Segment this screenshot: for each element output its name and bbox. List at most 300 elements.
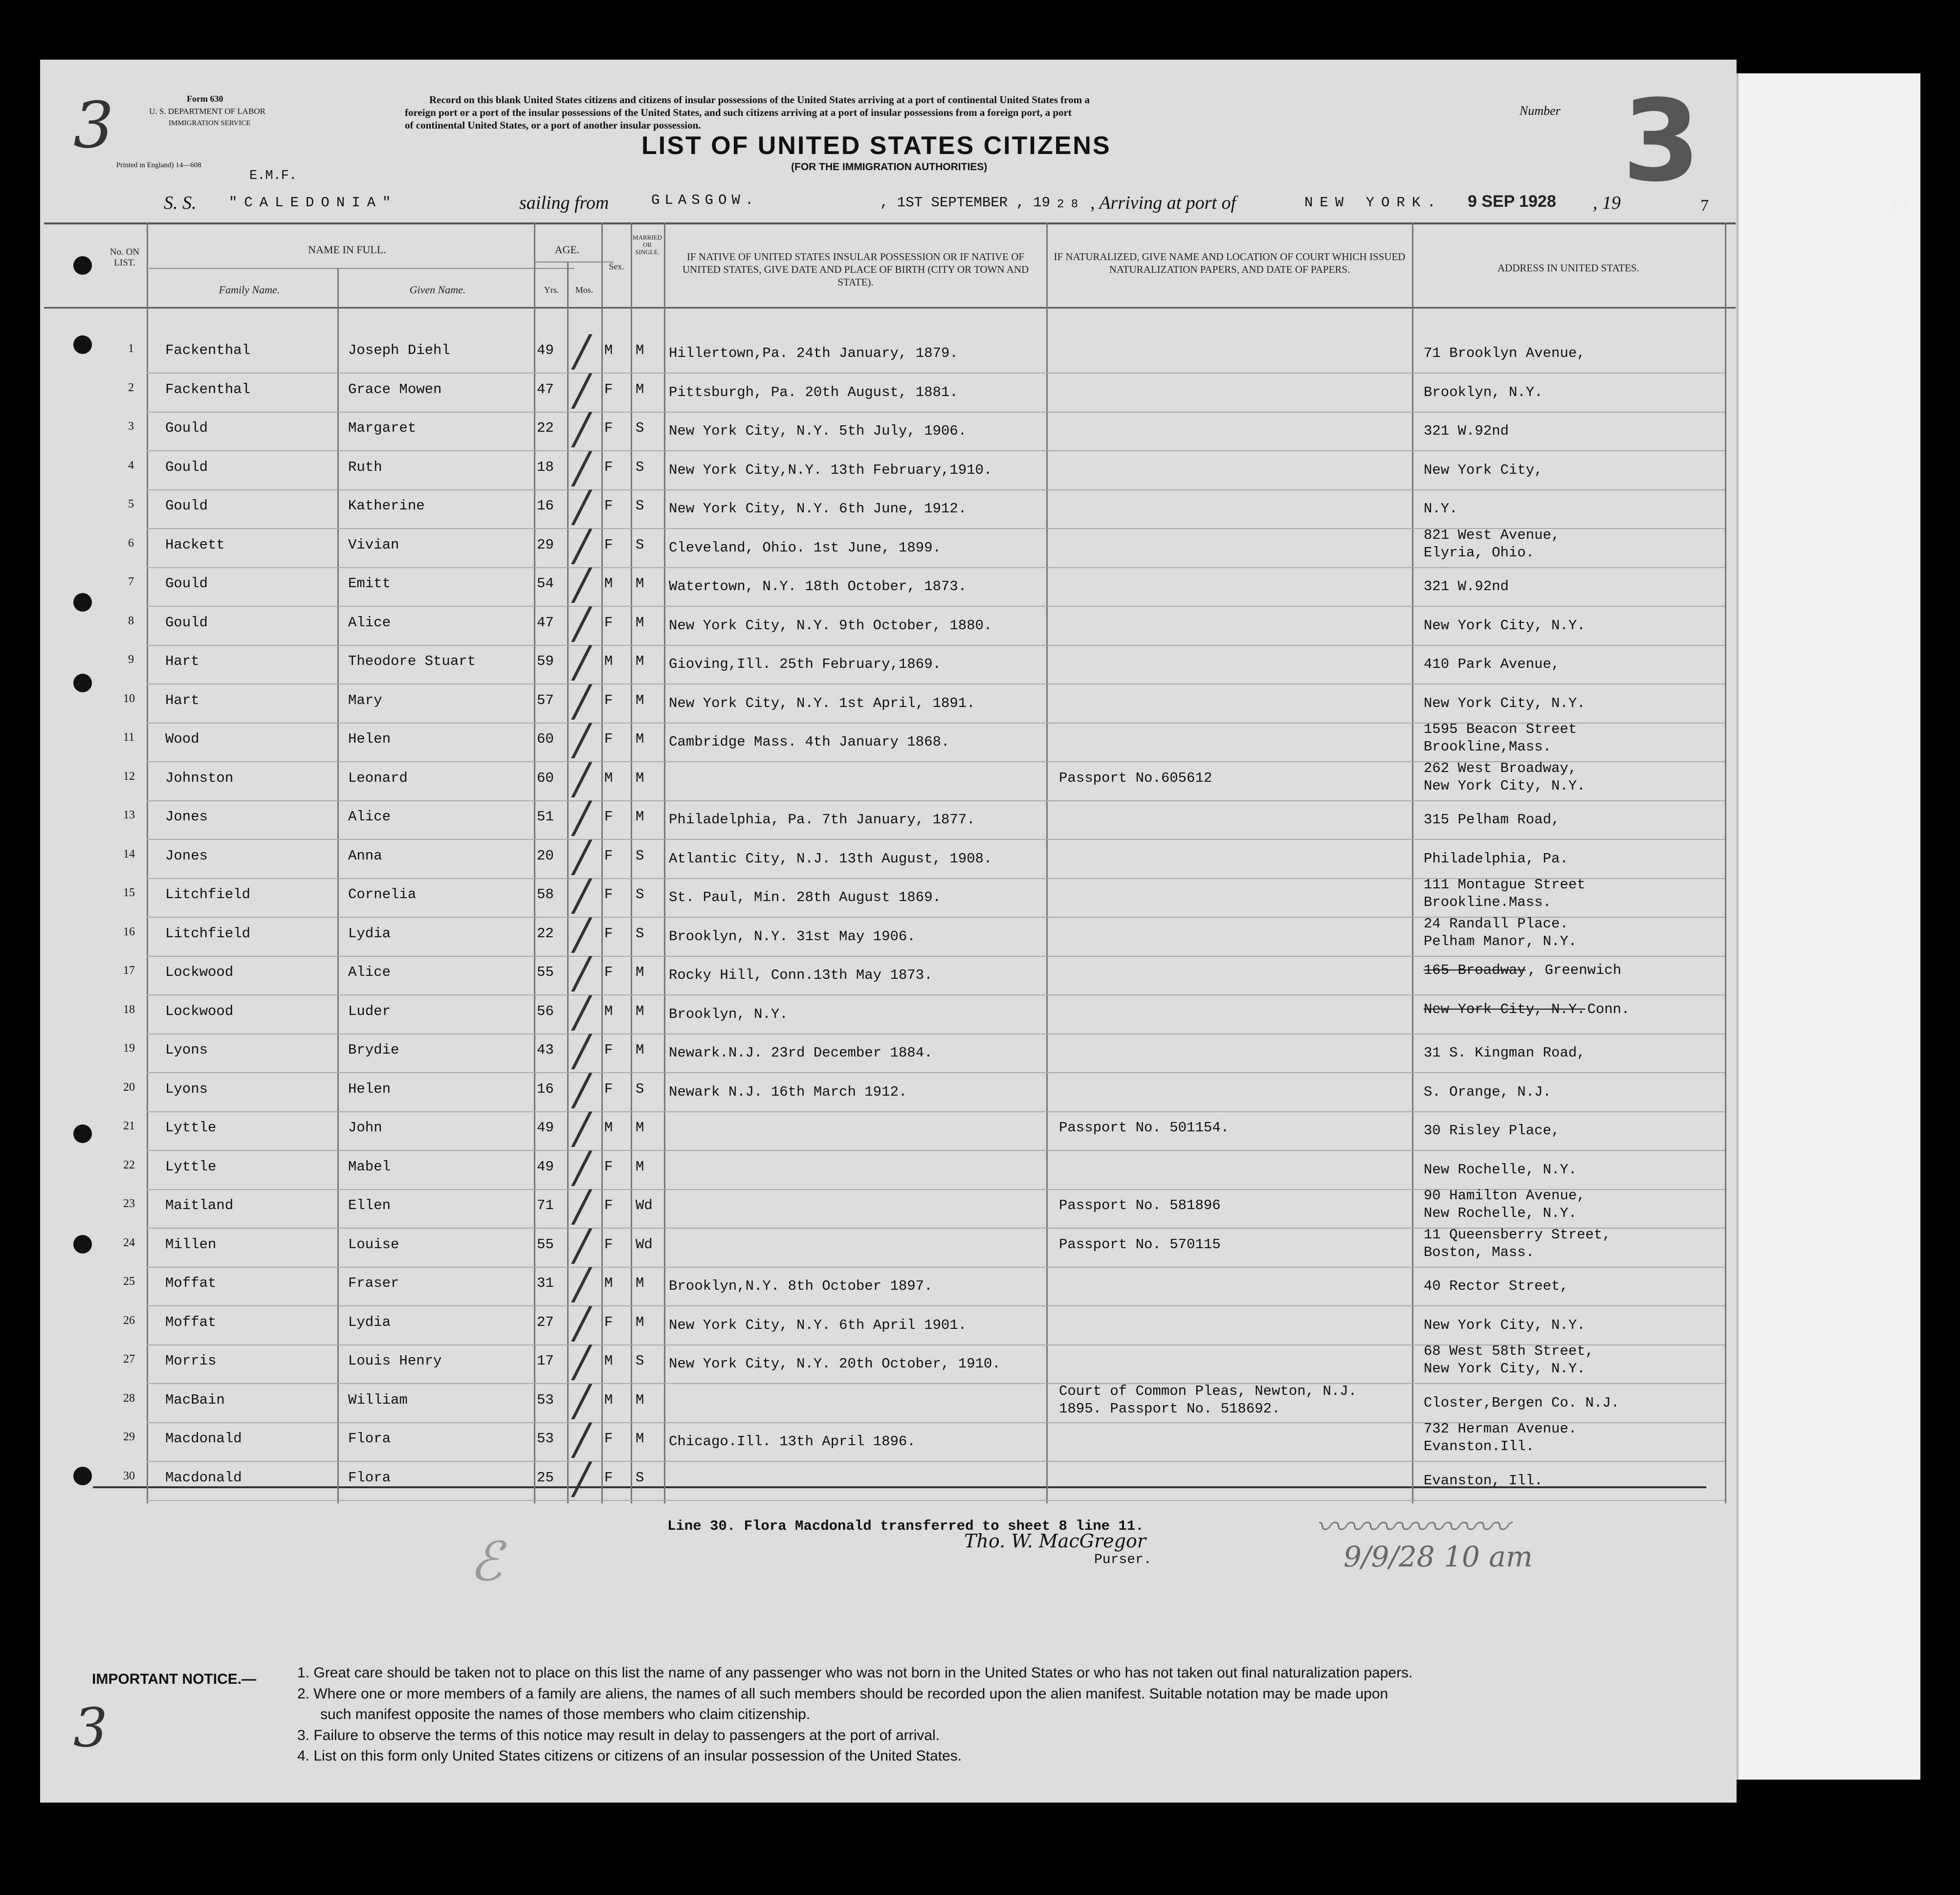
birth-place-date: Gioving,Ill. 25th February,1869.: [669, 656, 941, 672]
sex: F: [604, 809, 613, 825]
age: 43: [537, 1042, 554, 1058]
marital-status: S: [636, 1081, 644, 1097]
row-rule: [147, 1383, 1725, 1384]
sex: F: [604, 1470, 613, 1486]
number-label: Number: [1520, 104, 1561, 118]
family-name: Lyttle: [165, 1159, 217, 1175]
given-name: Alice: [348, 964, 391, 980]
row-number: 4: [128, 459, 134, 472]
faint-initials-icon: ℰ: [469, 1530, 502, 1593]
marital-status: M: [636, 1003, 644, 1019]
age: 27: [537, 1314, 554, 1330]
family-name: Lyons: [165, 1042, 208, 1058]
header-no: No. ON LIST.: [110, 247, 140, 268]
family-name: Fackenthal: [165, 381, 251, 397]
family-name: Lyons: [165, 1081, 208, 1097]
age: 47: [537, 615, 554, 631]
check-mark-icon: /: [574, 870, 589, 920]
row-number: 13: [123, 809, 135, 821]
naturalization: Passport No.605612: [1059, 770, 1212, 786]
age: 17: [537, 1353, 554, 1369]
age: 47: [537, 381, 554, 397]
family-name: Macdonald: [165, 1470, 242, 1486]
marital-status: M: [636, 1275, 644, 1291]
marital-status: S: [636, 1353, 644, 1369]
row-rule: [147, 373, 1725, 374]
row-number: 27: [123, 1353, 135, 1366]
marital-status: M: [636, 731, 644, 747]
check-mark-icon: /: [574, 948, 589, 998]
naturalization: Passport No. 581896: [1059, 1197, 1221, 1213]
sex: F: [604, 925, 613, 942]
age: 16: [537, 498, 554, 514]
row-rule: [147, 1461, 1725, 1462]
age: 59: [537, 653, 554, 669]
address: 90 Hamilton Avenue,: [1424, 1188, 1586, 1204]
address: Conn.: [1587, 1001, 1630, 1017]
row-number: 24: [123, 1236, 135, 1249]
address: New York City, N.Y.: [1424, 695, 1586, 711]
birth-place-date: Chicago.Ill. 13th April 1896.: [669, 1433, 916, 1450]
family-name: Maitland: [165, 1197, 234, 1213]
given-name: Ruth: [348, 459, 382, 475]
sex: F: [604, 731, 613, 747]
family-name: Litchfield: [165, 886, 251, 903]
row-rule: [147, 956, 1725, 957]
form-department: U. S. DEPARTMENT OF LABOR: [149, 107, 265, 116]
given-name: Katherine: [348, 498, 425, 514]
row-rule: [147, 1034, 1725, 1035]
age: 71: [537, 1197, 554, 1213]
family-name: Jones: [165, 848, 208, 864]
naturalization: Court of Common Pleas, Newton, N.J.: [1059, 1383, 1357, 1399]
inspector-scrawl-icon: 〰〰〰〰〰〰: [1315, 1508, 1509, 1546]
row-number: 9: [128, 653, 134, 666]
birth-place-date: Brooklyn, N.Y.: [669, 1006, 788, 1022]
birth-place-date: New York City, N.Y. 20th October, 1910.: [669, 1356, 1001, 1372]
birth-place-date: New York City, N.Y. 5th July, 1906.: [669, 423, 967, 439]
birth-place-date: New York City,N.Y. 13th February,1910.: [669, 462, 992, 478]
row-number: 29: [123, 1431, 135, 1443]
sex: F: [604, 615, 613, 631]
address: New York City, N.Y.: [1424, 617, 1586, 634]
check-mark-icon: /: [574, 831, 589, 881]
birth-place-date: Cambridge Mass. 4th January 1868.: [669, 734, 950, 750]
age: 60: [537, 731, 554, 747]
check-mark-icon: /: [574, 1298, 589, 1348]
address: New York City, N.Y.: [1424, 1317, 1586, 1333]
address-line2: New York City, N.Y.: [1424, 1361, 1586, 1377]
naturalization: Passport No. 570115: [1059, 1236, 1221, 1253]
header-age: AGE.: [554, 243, 580, 256]
arrival-stamp: 9 SEP 1928: [1468, 192, 1556, 211]
address-struck: New York City, N.Y.: [1424, 1001, 1586, 1017]
address: S. Orange, N.J.: [1424, 1084, 1552, 1100]
address-line2: Evanston.Ill.: [1424, 1438, 1535, 1454]
page-title: LIST OF UNITED STATES CITIZENS: [641, 132, 1111, 160]
notice-line: 2. Where one or more members of a family are aliens, the names of all such members should be recorded upon the alien manifest. Suitable notation may be made upon: [297, 1686, 1388, 1702]
address: Brooklyn, N.Y.: [1424, 384, 1543, 400]
given-name: Emitt: [348, 575, 391, 592]
sex: F: [604, 459, 613, 475]
row-rule: [147, 800, 1725, 801]
marital-status: Wd: [636, 1197, 653, 1213]
row-number: 26: [123, 1314, 135, 1327]
sex: M: [604, 1120, 613, 1136]
sex: F: [604, 381, 613, 397]
row-number: 30: [123, 1470, 135, 1482]
marital-status: M: [636, 1120, 644, 1136]
departure-date: , 1ST SEPTEMBER , 19: [880, 195, 1051, 211]
marital-status: M: [636, 964, 644, 980]
row-rule: [147, 1305, 1725, 1306]
check-mark-icon: /: [574, 987, 589, 1037]
sex: F: [604, 886, 613, 903]
marital-status: Wd: [636, 1236, 653, 1253]
sex: F: [604, 498, 613, 514]
year-suffix: , 19: [1593, 193, 1621, 213]
given-name: Margaret: [348, 420, 417, 436]
birth-place-date: Hillertown,Pa. 24th January, 1879.: [669, 345, 958, 361]
form-service: IMMIGRATION SERVICE: [169, 119, 251, 127]
row-number: 12: [123, 770, 135, 783]
sex: F: [604, 1197, 613, 1213]
given-name: Helen: [348, 731, 391, 747]
row-number: 5: [128, 498, 134, 510]
purser-signature: Tho. W. MacGregor: [964, 1530, 1146, 1552]
sex: M: [604, 1275, 613, 1291]
check-mark-icon: /: [574, 598, 589, 648]
age: 49: [537, 1120, 554, 1136]
address: New Rochelle, N.Y.: [1424, 1162, 1577, 1178]
marital-status: S: [636, 537, 644, 553]
row-number: 11: [123, 731, 135, 744]
given-name: Flora: [348, 1470, 391, 1486]
header-birth: IF NATIVE OF UNITED STATES INSULAR POSSESSION OR IF NATIVE OF UNITED STATES, GIVE DATE AND PLACE OF BIRTH (CITY OR TOWN AND STATE).: [682, 251, 1029, 288]
given-name: Flora: [348, 1431, 391, 1447]
marital-status: M: [636, 692, 644, 708]
record-note-line: Record on this blank United States citizens and citizens of insular possessions of the United States arriving at a port of continental United States from a: [429, 94, 1090, 106]
departure-year: 2 8: [1057, 198, 1079, 211]
given-name: Alice: [348, 809, 391, 825]
header-given-name: Given Name.: [409, 284, 466, 296]
marital-status: S: [636, 848, 644, 864]
row-rule: [147, 1111, 1725, 1112]
row-rule: [147, 450, 1725, 451]
marital-status: M: [636, 575, 644, 592]
sex: F: [604, 1236, 613, 1253]
sex: F: [604, 1042, 613, 1058]
check-mark-icon: /: [574, 481, 589, 531]
check-mark-icon: /: [574, 520, 589, 571]
age: 22: [537, 420, 554, 436]
sex: F: [604, 1431, 613, 1447]
family-name: Fackenthal: [165, 342, 251, 358]
address: 321 W.92nd: [1424, 423, 1509, 439]
ship-name: "CALEDONIA": [229, 195, 398, 211]
check-mark-icon: /: [574, 792, 589, 842]
age: 25: [537, 1470, 554, 1486]
check-mark-icon: /: [574, 1453, 589, 1503]
address-line2: Elyria, Ohio.: [1424, 545, 1535, 561]
birth-place-date: St. Paul, Min. 28th August 1869.: [669, 889, 941, 905]
marital-status: S: [636, 459, 644, 475]
birth-place-date: Newark.N.J. 23rd December 1884.: [669, 1045, 933, 1061]
family-name: Morris: [165, 1353, 217, 1369]
age: 29: [537, 537, 554, 553]
address: 821 West Avenue,: [1424, 527, 1560, 543]
sex: F: [604, 848, 613, 864]
sex: M: [604, 575, 613, 592]
family-name: Jones: [165, 809, 208, 825]
address-line2: New York City, N.Y.: [1424, 778, 1586, 794]
header-family-name: Family Name.: [219, 284, 280, 296]
address-line2: Brookline,Mass.: [1424, 739, 1552, 755]
notice-heading: IMPORTANT NOTICE.—: [92, 1671, 257, 1687]
arriving-label: , Arriving at port of: [1090, 193, 1236, 213]
marital-status: S: [636, 925, 644, 942]
given-name: Ellen: [348, 1197, 391, 1213]
given-name: Alice: [348, 615, 391, 631]
age: 51: [537, 809, 554, 825]
given-name: Joseph Diehl: [348, 342, 450, 358]
sailing-label: sailing from: [519, 193, 609, 213]
row-rule: [147, 489, 1725, 490]
check-mark-icon: /: [574, 909, 589, 959]
sex: M: [604, 770, 613, 786]
birth-place-date: Cleveland, Ohio. 1st June, 1899.: [669, 540, 941, 556]
age: 55: [537, 964, 554, 980]
address: 321 W.92nd: [1424, 578, 1509, 595]
birth-place-date: Pittsburgh, Pa. 20th August, 1881.: [669, 384, 958, 400]
check-mark-icon: /: [574, 1220, 589, 1270]
address: Closter,Bergen Co. N.J.: [1424, 1395, 1620, 1411]
check-mark-icon: /: [574, 326, 589, 376]
given-name: Louis Henry: [348, 1353, 442, 1369]
address: 30 Risley Place,: [1424, 1123, 1560, 1139]
record-note-line: foreign port or a port of the insular possessions of the United States, and such citizens arriving at a port of insular possessions from a foreign port, a port: [405, 107, 1072, 118]
address: Evanston, Ill.: [1424, 1473, 1543, 1489]
birth-place-date: Newark N.J. 16th March 1912.: [669, 1084, 907, 1100]
check-mark-icon: /: [574, 1142, 589, 1192]
family-name: Gould: [165, 615, 208, 631]
row-number: 6: [128, 537, 134, 550]
birth-place-date: New York City, N.Y. 6th June, 1912.: [669, 501, 967, 517]
age: 58: [537, 886, 554, 903]
purser-label: Purser.: [1094, 1552, 1152, 1567]
from-port: GLASGOW.: [651, 192, 759, 208]
family-name: Gould: [165, 459, 208, 475]
corner-mark-top: 3: [73, 88, 114, 162]
family-name: Gould: [165, 420, 208, 436]
ss-label: S. S.: [164, 193, 197, 213]
page-mark: 13: [1890, 194, 1908, 214]
sex: M: [604, 1003, 613, 1019]
address: 40 Rector Street,: [1424, 1278, 1568, 1294]
row-number: 16: [123, 925, 135, 938]
form-number: Form 630: [187, 94, 223, 104]
record-note-line: of continental United States, or a port of another insular possession.: [405, 119, 701, 131]
age: 56: [537, 1003, 554, 1019]
header-married: MARRIED OR SINGLE.: [633, 234, 662, 256]
age: 60: [537, 770, 554, 786]
check-mark-icon: /: [574, 1258, 589, 1309]
row-number: 22: [123, 1159, 135, 1171]
row-number: 10: [123, 692, 135, 705]
row-number: 8: [128, 615, 134, 627]
family-name: Millen: [165, 1236, 217, 1253]
check-mark-icon: /: [574, 1336, 589, 1387]
check-mark-icon: /: [574, 442, 589, 493]
family-name: Lockwood: [165, 1003, 234, 1019]
birth-place-date: Philadelphia, Pa. 7th January, 1877.: [669, 812, 975, 828]
given-name: Lydia: [348, 1314, 391, 1330]
check-mark-icon: /: [574, 637, 589, 687]
given-name: William: [348, 1392, 408, 1408]
family-name: Macdonald: [165, 1431, 242, 1447]
row-number: 21: [123, 1120, 135, 1132]
marital-status: S: [636, 498, 644, 514]
given-name: Leonard: [348, 770, 408, 786]
given-name: Louise: [348, 1236, 399, 1253]
address-line2: New Rochelle, N.Y.: [1424, 1205, 1577, 1221]
birth-place-date: Watertown, N.Y. 18th October, 1873.: [669, 578, 967, 595]
transfer-note: Line 30. Flora Macdonald transferred to sheet 8 line 11.: [667, 1518, 1144, 1534]
birth-place-date: Atlantic City, N.J. 13th August, 1908.: [669, 851, 992, 867]
marital-status: M: [636, 809, 644, 825]
marital-status: M: [636, 770, 644, 786]
sex: M: [604, 1392, 613, 1408]
notice-line: 1. Great care should be taken not to place on this list the name of any passenger who was not born in the United States or who has not taken out final naturalization papers.: [297, 1665, 1413, 1681]
birth-place-date: New York City, N.Y. 9th October, 1880.: [669, 617, 992, 634]
marital-status: S: [636, 420, 644, 436]
row-number: 1: [128, 342, 134, 355]
age: 53: [537, 1392, 554, 1408]
address: 71 Brooklyn Avenue,: [1424, 345, 1586, 361]
age: 31: [537, 1275, 554, 1291]
age: 16: [537, 1081, 554, 1097]
address-line2: Brookline.Mass.: [1424, 894, 1552, 910]
check-mark-icon: /: [574, 403, 589, 454]
row-rule: [147, 683, 1725, 684]
sex: F: [604, 692, 613, 708]
given-name: Mary: [348, 692, 382, 708]
family-name: Johnston: [165, 770, 234, 786]
header-naturalized: IF NATURALIZED, GIVE NAME AND LOCATION OF COURT WHICH ISSUED NATURALIZATION PAPERS, AND DATE OF PAPERS.: [1054, 251, 1406, 275]
marital-status: M: [636, 1159, 644, 1175]
address: 262 West Broadway,: [1424, 760, 1577, 776]
address: 68 West 58th Street,: [1424, 1343, 1594, 1359]
row-rule: [147, 645, 1725, 646]
given-name: Helen: [348, 1081, 391, 1097]
address: 111 Montague Street: [1424, 877, 1586, 893]
header-mos: Mos.: [575, 285, 594, 295]
birth-place-date: New York City, N.Y. 6th April 1901.: [669, 1317, 967, 1333]
sex: F: [604, 1081, 613, 1097]
birth-place-date: Brooklyn, N.Y. 31st May 1906.: [669, 928, 916, 945]
age: 20: [537, 848, 554, 864]
address-line2: Pelham Manor, N.Y.: [1424, 933, 1577, 949]
check-mark-icon: /: [574, 1064, 589, 1115]
page-subtitle: (FOR THE IMMIGRATION AUTHORITIES): [791, 161, 988, 173]
family-name: Gould: [165, 498, 208, 514]
given-name: Vivian: [348, 537, 399, 553]
header-yrs: Yrs.: [544, 285, 559, 295]
family-name: MacBain: [165, 1392, 225, 1408]
check-mark-icon: /: [574, 1414, 589, 1464]
address: New York City,: [1424, 462, 1543, 478]
row-number: 17: [123, 964, 135, 977]
check-mark-icon: /: [574, 1375, 589, 1426]
header-sex: Sex.: [609, 262, 624, 271]
marital-status: M: [636, 381, 644, 397]
given-name: Mabel: [348, 1159, 391, 1175]
marital-status: M: [636, 1392, 644, 1408]
marital-status: S: [636, 886, 644, 903]
row-number: 20: [123, 1081, 135, 1094]
given-name: Grace Mowen: [348, 381, 442, 397]
family-name: Moffat: [165, 1275, 217, 1291]
given-name: Fraser: [348, 1275, 399, 1291]
corner-mark-bottom: 3: [73, 1697, 108, 1759]
address: 11 Queensberry Street,: [1424, 1227, 1611, 1243]
given-name: Brydie: [348, 1042, 399, 1058]
family-name: Lockwood: [165, 964, 234, 980]
sex: M: [604, 1353, 613, 1369]
family-name: Lyttle: [165, 1120, 217, 1136]
row-number: 18: [123, 1003, 135, 1016]
row-rule: [147, 1150, 1725, 1151]
address-line2: Boston, Mass.: [1424, 1244, 1535, 1260]
address-struck: 165 Broadway: [1424, 962, 1526, 978]
age: 49: [537, 1159, 554, 1175]
birth-place-date: Brooklyn,N.Y. 8th October 1897.: [669, 1278, 933, 1294]
sex: M: [604, 653, 613, 669]
birth-place-date: New York City, N.Y. 1st April, 1891.: [669, 695, 975, 711]
sex: M: [604, 342, 613, 358]
check-mark-icon: /: [574, 365, 589, 415]
naturalization: Passport No. 501154.: [1059, 1120, 1230, 1136]
address: 1595 Beacon Street: [1424, 721, 1577, 737]
form-initials: E.M.F.: [249, 169, 297, 183]
header-name-in-full: NAME IN FULL.: [308, 243, 386, 256]
family-name: Hart: [165, 692, 199, 708]
notice-line: 3. Failure to observe the terms of this notice may result in delay to passengers at the port of arrival.: [297, 1727, 940, 1743]
row-number: 23: [123, 1197, 135, 1210]
family-name: Wood: [165, 731, 199, 747]
header-address: ADDRESS IN UNITED STATES.: [1498, 262, 1639, 274]
age: 18: [537, 459, 554, 475]
check-mark-icon: /: [574, 676, 589, 726]
address: 24 Randall Place.: [1424, 916, 1568, 932]
notice-line: such manifest opposite the names of those members who claim citizenship.: [320, 1706, 811, 1722]
check-mark-icon: /: [574, 753, 589, 804]
sex: F: [604, 537, 613, 553]
row-rule: [147, 567, 1725, 568]
address: , Greenwich: [1527, 962, 1622, 978]
given-name: Lydia: [348, 925, 391, 942]
age: 49: [537, 342, 554, 358]
address: N.Y.: [1424, 501, 1458, 517]
sex: F: [604, 1159, 613, 1175]
marital-status: M: [636, 342, 644, 358]
address: 31 S. Kingman Road,: [1424, 1045, 1586, 1061]
row-number: 7: [128, 575, 134, 588]
row-number: 14: [123, 848, 135, 860]
row-number: 25: [123, 1275, 135, 1288]
age: 55: [537, 1236, 554, 1253]
address: 410 Park Avenue,: [1424, 656, 1560, 672]
